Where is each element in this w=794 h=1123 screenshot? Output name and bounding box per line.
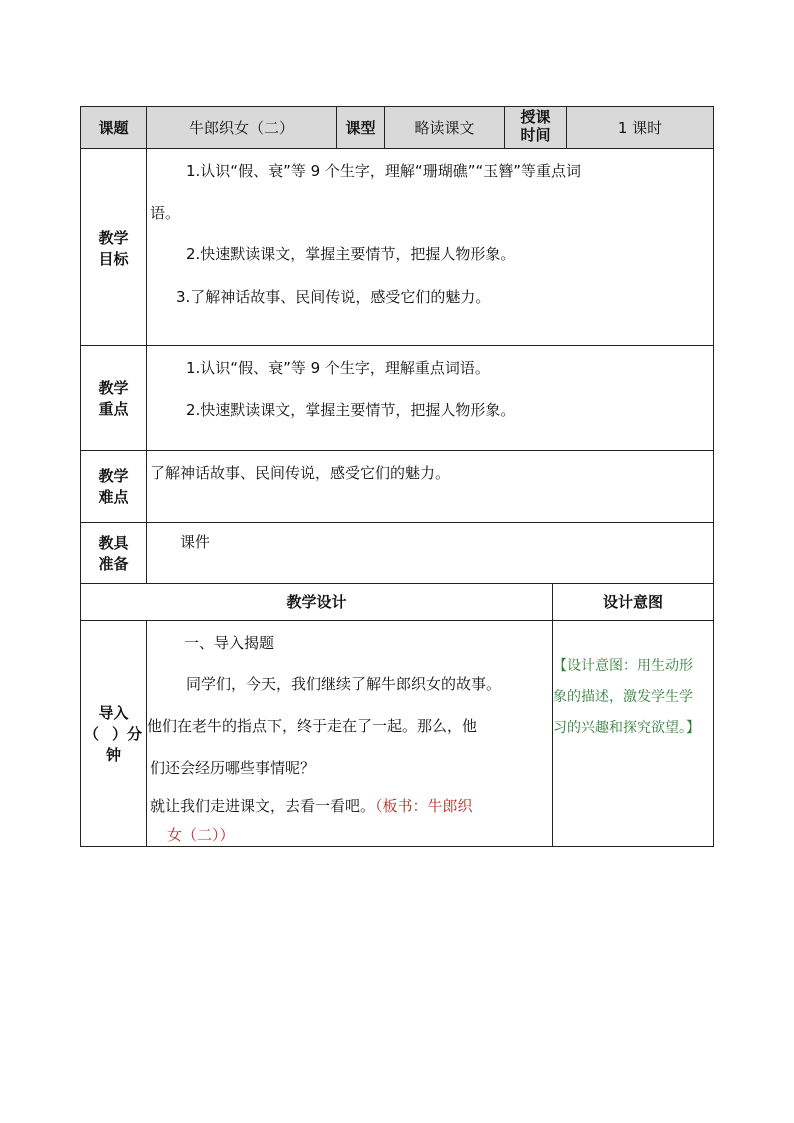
intent-column-header: 设计意图 bbox=[602, 593, 663, 611]
table-border bbox=[80, 148, 714, 149]
goal-item-1-line2: 语。 bbox=[150, 204, 181, 222]
intent-line-1: 【设计意图：用生动形 bbox=[553, 658, 693, 674]
intro-line-4-text: 就让我们走进课文，去看一看吧。 bbox=[150, 797, 376, 815]
keypoints-label-line1: 教学 bbox=[98, 379, 129, 397]
intro-label-line3: 钟 bbox=[105, 746, 121, 764]
table-border bbox=[80, 450, 714, 451]
time-label-line2: 时间 bbox=[520, 126, 551, 144]
time-value: 1 课时 bbox=[617, 119, 663, 137]
intro-line-4 bbox=[150, 796, 473, 816]
intro-line-1: 同学们，今天，我们继续了解牛郎织女的故事。 bbox=[186, 675, 502, 693]
topic-label: 课题 bbox=[98, 119, 129, 137]
blackboard-note: （板书：牛郎织 bbox=[375, 797, 473, 815]
topic-value: 牛郎织女（二） bbox=[188, 119, 294, 137]
goal-item-2: 2.快速默读课文，掌握主要情节，把握人物形象。 bbox=[186, 245, 516, 263]
intro-line-2: 他们在老牛的指点下，终于走在了一起。那么，他 bbox=[147, 717, 478, 735]
design-column-header: 教学设计 bbox=[286, 593, 347, 611]
intent-line-2: 象的描述，激发学生学 bbox=[553, 689, 693, 705]
goal-item-1-line1: 1.认识“假、衰”等 9 个生字，理解“珊瑚礁”“玉簪”等重点词 bbox=[186, 162, 582, 180]
intro-heading: 一、导入揭题 bbox=[184, 634, 275, 652]
materials-text: 课件 bbox=[180, 533, 211, 551]
type-value: 略读课文 bbox=[414, 119, 475, 137]
materials-label-line2: 准备 bbox=[98, 555, 129, 573]
difficulty-label-line1: 教学 bbox=[98, 467, 129, 485]
materials-label-line1: 教具 bbox=[98, 534, 129, 552]
table-border bbox=[80, 846, 714, 847]
table-border bbox=[80, 620, 714, 621]
difficulty-text: 了解神话故事、民间传说，感受它们的魅力。 bbox=[150, 464, 451, 482]
time-label-line1: 授课 bbox=[520, 108, 551, 126]
table-border bbox=[146, 106, 147, 584]
intro-label-paren-open: （ bbox=[84, 725, 100, 743]
intro-label-line1: 导入 bbox=[98, 704, 129, 722]
keypoints-label-line2: 重点 bbox=[98, 400, 129, 418]
table-border bbox=[80, 345, 714, 346]
goal-item-3: 3.了解神话故事、民间传说，感受它们的魅力。 bbox=[176, 288, 491, 306]
goals-label-line1: 教学 bbox=[98, 229, 129, 247]
keypoint-item-1: 1.认识“假、衰”等 9 个生字，理解重点词语。 bbox=[186, 359, 490, 377]
keypoint-item-2: 2.快速默读课文，掌握主要情节，把握人物形象。 bbox=[186, 401, 516, 419]
blackboard-note-continued: 女（二）） bbox=[167, 826, 235, 844]
intro-line-3: 们还会经历哪些事情呢？ bbox=[150, 759, 316, 777]
intro-label-paren-close: ）分 bbox=[112, 725, 143, 743]
table-border bbox=[80, 583, 714, 584]
table-border bbox=[80, 522, 714, 523]
table-border bbox=[713, 106, 714, 847]
type-label: 课型 bbox=[345, 119, 376, 137]
difficulty-label-line2: 难点 bbox=[98, 488, 129, 506]
goals-label-line2: 目标 bbox=[98, 250, 129, 268]
table-border bbox=[80, 106, 714, 107]
intent-line-3: 习的兴趣和探究欲望。】 bbox=[553, 720, 700, 736]
table-border bbox=[552, 583, 553, 847]
